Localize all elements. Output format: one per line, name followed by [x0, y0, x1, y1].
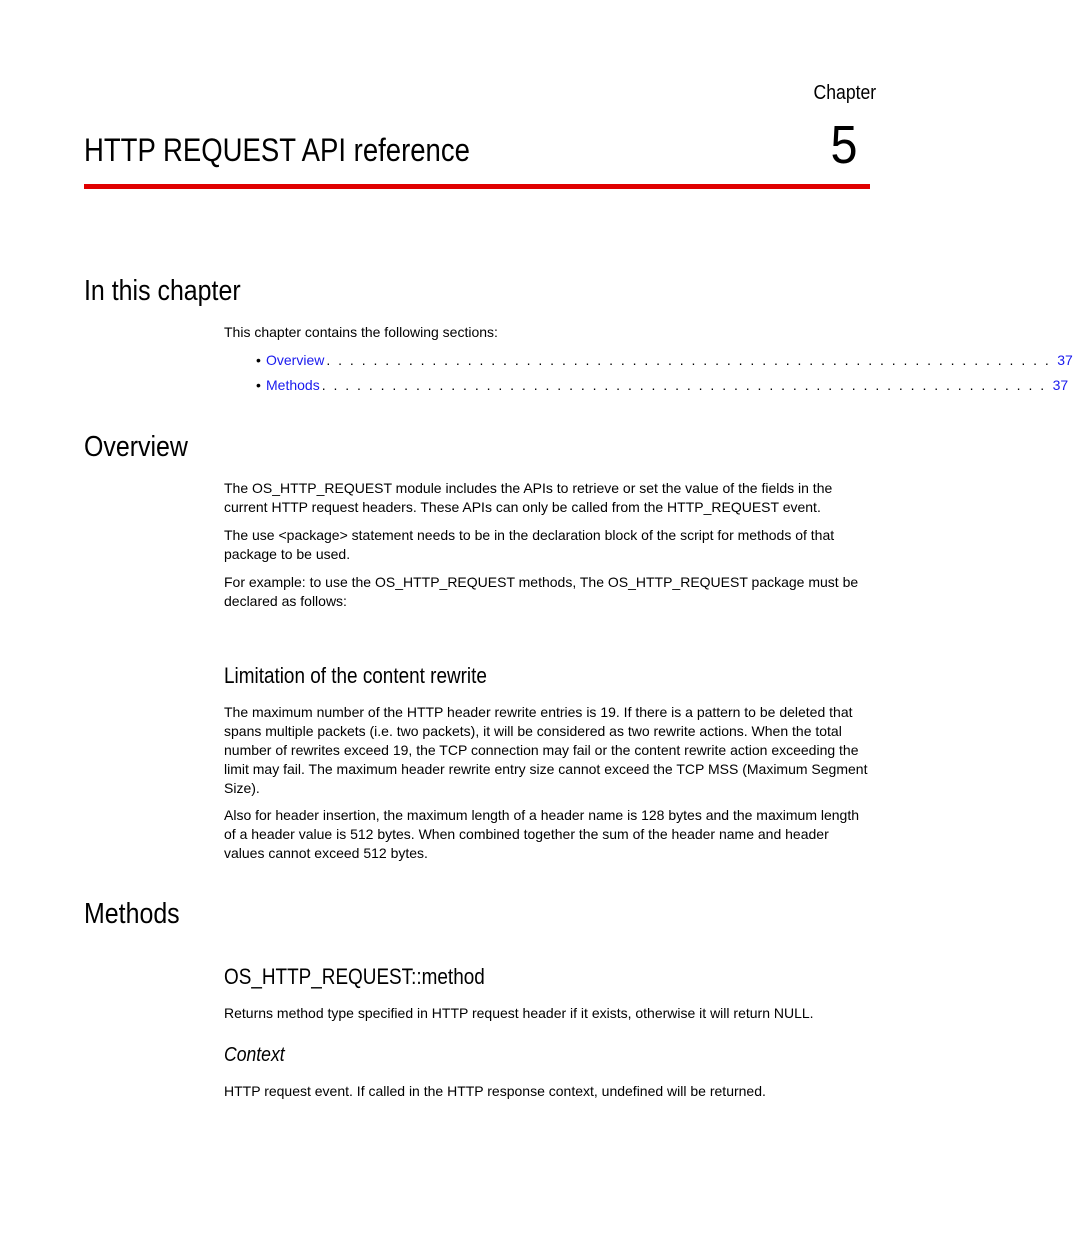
context-text: HTTP request event. If called in the HTTP response context, undefined will be returned. — [224, 1083, 766, 1099]
chapter-title-rule — [84, 184, 870, 189]
limitation-paragraph: Also for header insertion, the maximum length of a header name is 128 bytes and the maximum length of a header value is 512 bytes. When combined together the sum of the header name and header values cannot exceed 512 bytes. — [224, 807, 860, 861]
limitation-heading: Limitation of the content rewrite — [224, 663, 487, 688]
overview-paragraph: The use <package> statement needs to be in the declaration block of the script for methods of that package to be used. — [224, 527, 835, 562]
method-heading: OS_HTTP_REQUEST::method — [224, 964, 485, 989]
overview-paragraph: For example: to use the OS_HTTP_REQUEST methods, The OS_HTTP_REQUEST package must be declared as follows: — [224, 574, 859, 609]
toc-page-methods[interactable]: 37 — [1052, 377, 1069, 393]
toc-leader-dots: . . . . . . . . . . . . . . . . . . . . . . . . . . . . . . . . . . . . . . . . . . . . . . . . . . . . . . . . . . . . . . — [321, 377, 1047, 393]
toc-page-overview[interactable]: 37 — [1057, 352, 1073, 368]
toc-leader-dots: . . . . . . . . . . . . . . . . . . . . . . . . . . . . . . . . . . . . . . . . . . . . . . . . . . . . . . . . . . . . . . — [326, 352, 1051, 368]
toc-entry-overview[interactable] — [256, 350, 1073, 370]
in-this-chapter-intro: This chapter contains the following sections: — [224, 324, 498, 340]
methods-heading: Methods — [84, 898, 180, 930]
toc-bullet: • — [256, 352, 261, 368]
chapter-title: HTTP REQUEST API reference — [84, 132, 470, 168]
toc-bullet: • — [256, 377, 261, 393]
chapter-label: Chapter — [813, 82, 876, 104]
toc-link-overview[interactable]: Overview — [266, 352, 325, 368]
toc-link-methods[interactable]: Methods — [266, 377, 320, 393]
in-this-chapter-heading: In this chapter — [84, 275, 241, 307]
context-heading: Context — [224, 1044, 285, 1066]
overview-heading: Overview — [84, 431, 188, 463]
limitation-paragraph: The maximum number of the HTTP header rewrite entries is 19. If there is a pattern to be deleted that spans multiple packets (i.e. two packets), it will be considered as two rewrite actions. When the total number of rewrites exceed 19, the TCP connection may fail or the content rewrite action exceeding the limit may fail. The maximum header rewrite entry size cannot exceed the TCP MSS (Maximum Segment Size). — [224, 704, 868, 796]
overview-paragraph: The OS_HTTP_REQUEST module includes the APIs to retrieve or set the value of the fields in the current HTTP request headers. These APIs can only be called from the HTTP_REQUEST event. — [224, 480, 833, 515]
chapter-number: 5 — [830, 115, 858, 175]
method-description: Returns method type specified in HTTP request header if it exists, otherwise it will return NULL. — [224, 1005, 814, 1021]
toc-entry-methods[interactable] — [256, 375, 1069, 395]
